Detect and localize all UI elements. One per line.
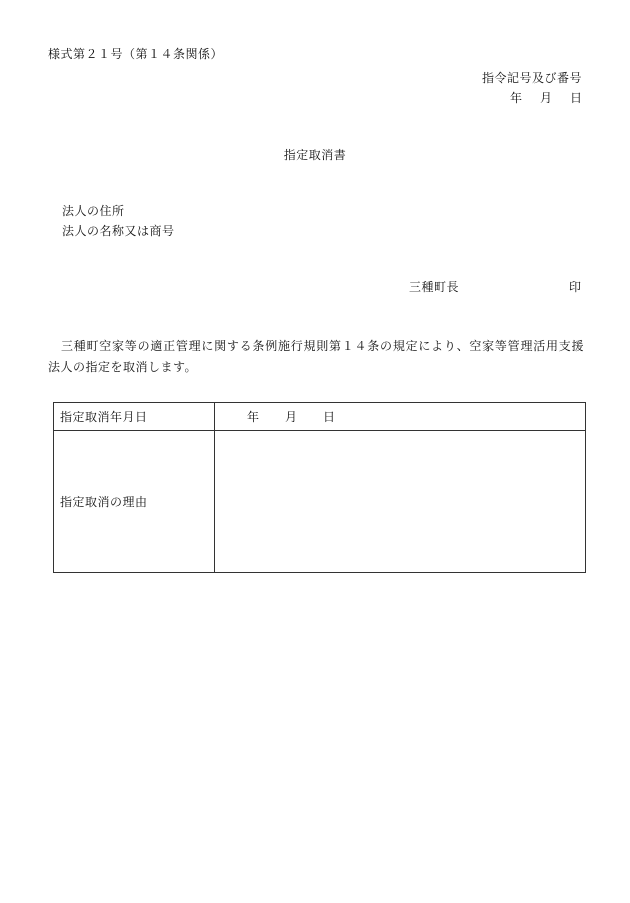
form-number: 様式第２１号（第１４条関係）	[48, 47, 224, 61]
directive-number-label: 指令記号及び番号	[481, 71, 582, 85]
body-paragraph: 三種町空家等の適正管理に関する条例施行規則第１４条の規定により、空家等管理活用支援法人の指定を取消します。	[48, 339, 584, 374]
revocation-date-label: 指定取消年月日	[54, 403, 215, 431]
mayor-title: 三種町長	[409, 280, 460, 294]
document-title: 指定取消書	[283, 148, 347, 162]
month-label: 月	[285, 409, 298, 424]
year-label: 年	[509, 91, 522, 105]
corporation-address-label: 法人の住所	[62, 204, 125, 218]
revocation-reason-value	[215, 431, 586, 573]
table-row	[54, 403, 586, 431]
month-label: 月	[539, 91, 552, 105]
revocation-info-table	[53, 402, 586, 573]
table-row	[54, 431, 586, 573]
day-label: 日	[323, 409, 336, 424]
revocation-date-value	[215, 403, 586, 431]
day-label: 日	[569, 91, 582, 105]
seal-mark: 印	[569, 280, 582, 294]
revocation-reason-label: 指定取消の理由	[54, 431, 215, 573]
corporation-name-label: 法人の名称又は商号	[62, 224, 175, 238]
year-label: 年	[247, 409, 260, 424]
issue-date	[510, 92, 582, 104]
